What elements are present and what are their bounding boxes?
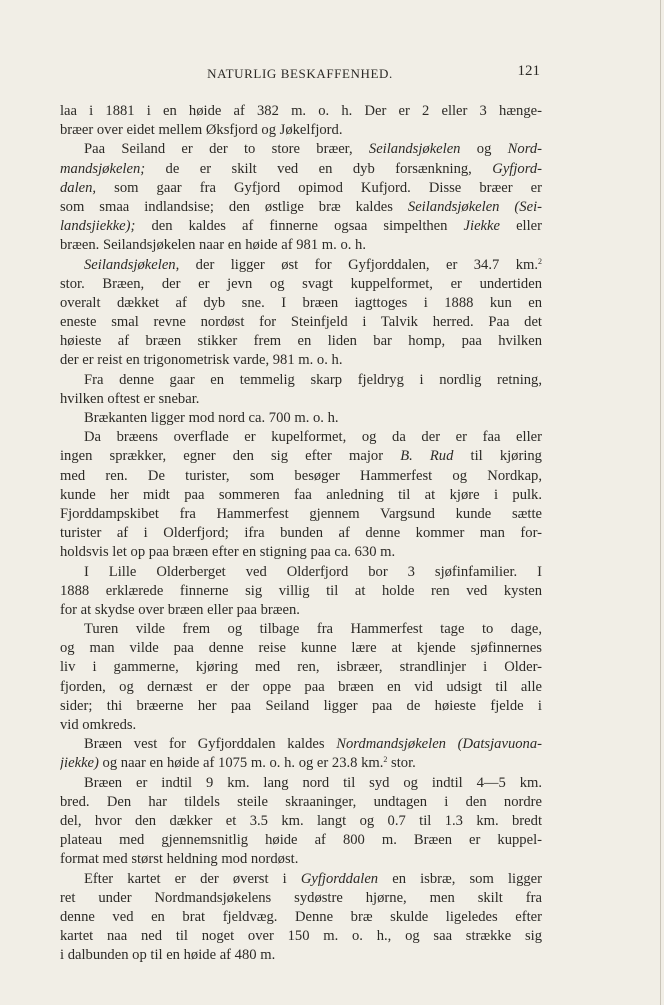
text-line: overalt dækket af dyb sne. I bræen iagttoges i 1888 kun en bbox=[60, 294, 542, 311]
text-line: jiekke) og naar en høide af 1075 m. o. h. og er 23.8 km.$^2$ stor. bbox=[60, 755, 416, 772]
text-line: ingen sprækker, egner den sig efter major B. Rud til kjøring bbox=[60, 448, 542, 465]
running-header bbox=[60, 63, 540, 86]
text-line: hvilken oftest er snebar. bbox=[60, 390, 200, 407]
text-line: Da bræens overflade er kupelformet, og da der er faa eller bbox=[84, 429, 542, 446]
text-line: Turen vilde frem og tilbage fra Hammerfest tage to dage, bbox=[84, 621, 542, 638]
text-line: Paa Seiland er der to store bræer, Seilandsjøkelen og Nord- bbox=[84, 141, 542, 158]
text-line: format med størst heldning mod nordøst. bbox=[60, 851, 299, 868]
text-line: stor. Bræen, der er jevn og svagt kuppelformet, er undertiden bbox=[60, 275, 542, 292]
text-line: dalen, som gaar fra Gyfjord opimod Kufjord. Disse bræer er bbox=[60, 179, 542, 196]
text-line: høieste af bræen stikker frem en liden bar homp, paa hvilken bbox=[60, 333, 542, 350]
running-title: NATURLIG BESKAFFENHED. bbox=[207, 66, 393, 81]
text-line: og man vilde paa denne reise kunne lære at kjende sjøfinnernes bbox=[60, 640, 542, 657]
text-line: landsjiekke); den kaldes af finnerne ogsaa simpelthen Jiekke eller bbox=[60, 218, 542, 235]
text-line: bræer over eidet mellem Øksfjord og Jøkelfjord. bbox=[60, 122, 343, 139]
text-line: kartet naa ned til noget over 150 m. o. h., og saa strække sig bbox=[60, 928, 542, 945]
text-line: turister af i Olderfjord; ifra bunden af denne kommer man for- bbox=[60, 525, 542, 542]
text-line: vid omkreds. bbox=[60, 717, 137, 733]
page-number: 121 bbox=[517, 63, 540, 79]
text-line: bræen. Seilandsjøkelen naar en høide af 981 m. o. h. bbox=[60, 237, 366, 254]
text-line: bred. Den har tildels steile skraaninger, undtagen i den nordre bbox=[60, 793, 542, 810]
text-line: med ren. De turister, som besøger Hammerfest og Nordkap, bbox=[60, 467, 542, 484]
text-line: plateau med gjennemsnitlig høide af 800 m. Bræen er kuppel- bbox=[60, 832, 542, 849]
text-line: Bræen er indtil 9 km. lang nord til syd og indtil 4—5 km. bbox=[84, 774, 542, 791]
text-line: laa i 1881 i en høide af 382 m. o. h. Der er 2 eller 3 hænge- bbox=[60, 103, 542, 119]
text-line: Seilandsjøkelen, der ligger øst for Gyfjorddalen, er 34.7 km.$^2$ bbox=[84, 256, 542, 273]
text-line: Efter kartet er der øverst i Gyfjorddalen en isbræ, som ligger bbox=[84, 870, 542, 887]
text-line: Fjorddampskibet fra Hammerfest gjennem Vargsund kunde sætte bbox=[60, 505, 542, 522]
text-line: eneste smal revne nordøst for Steinfjeld i Talvik herred. Paa det bbox=[60, 314, 542, 331]
text-line: fjorden, og dernæst er der oppe paa bræen en vid udsigt til alle bbox=[60, 678, 542, 695]
text-line: liv i gammerne, kjøring med ren, isbræer, strandlinjer i Older- bbox=[60, 659, 542, 676]
text-line: for at skydse over bræen eller paa bræen. bbox=[60, 601, 300, 618]
text-line: I Lille Olderberget ved Olderfjord bor 3 sjøfinfamilier. I bbox=[84, 563, 542, 580]
text-line: Brækanten ligger mod nord ca. 700 m. o. h. bbox=[84, 410, 339, 426]
text-line: Fra denne gaar en temmelig skarp fjeldryg i nordlig retning, bbox=[84, 371, 542, 388]
text-line: som smaa indlandsise; den østlige bræ kaldes Seilandsjøkelen (Sei- bbox=[60, 198, 542, 215]
text-line: holdsvis let op paa bræen efter en stigning paa ca. 630 m. bbox=[60, 544, 396, 561]
text-line: 1888 erklærede finnerne sig villig til at holde ren ved kysten bbox=[60, 582, 542, 599]
text-line: i dalbunden op til en høide af 480 m. bbox=[60, 947, 276, 964]
text-line: kunde her midt paa sommeren faa anledning til at kjøre i pulk. bbox=[60, 486, 542, 503]
text-line: sider; thi bræerne her paa Seiland ligger paa de høieste fjelde i bbox=[60, 697, 542, 714]
text-line: Bræen vest for Gyfjorddalen kaldes Nordmandsjøkelen (Datsjavuona- bbox=[84, 736, 542, 753]
text-line: mandsjøkelen; de er skilt ved en dyb forsænkning, Gyfjord- bbox=[60, 160, 542, 177]
text-line: del, hvor den dækker et 3.5 km. langt og 0.7 til 1.3 km. bredt bbox=[60, 812, 542, 829]
page-edge-line bbox=[660, 0, 661, 1005]
text-line: denne ved en brat fjeldvæg. Denne bræ skulde ligeledes efter bbox=[60, 908, 542, 925]
text-line: ret under Nordmandsjøkelens sydøstre hjørne, men skilt fra bbox=[60, 889, 542, 906]
text-line: der er reist en trigonometrisk varde, 981 m. o. h. bbox=[60, 352, 343, 369]
body-text bbox=[60, 102, 542, 965]
